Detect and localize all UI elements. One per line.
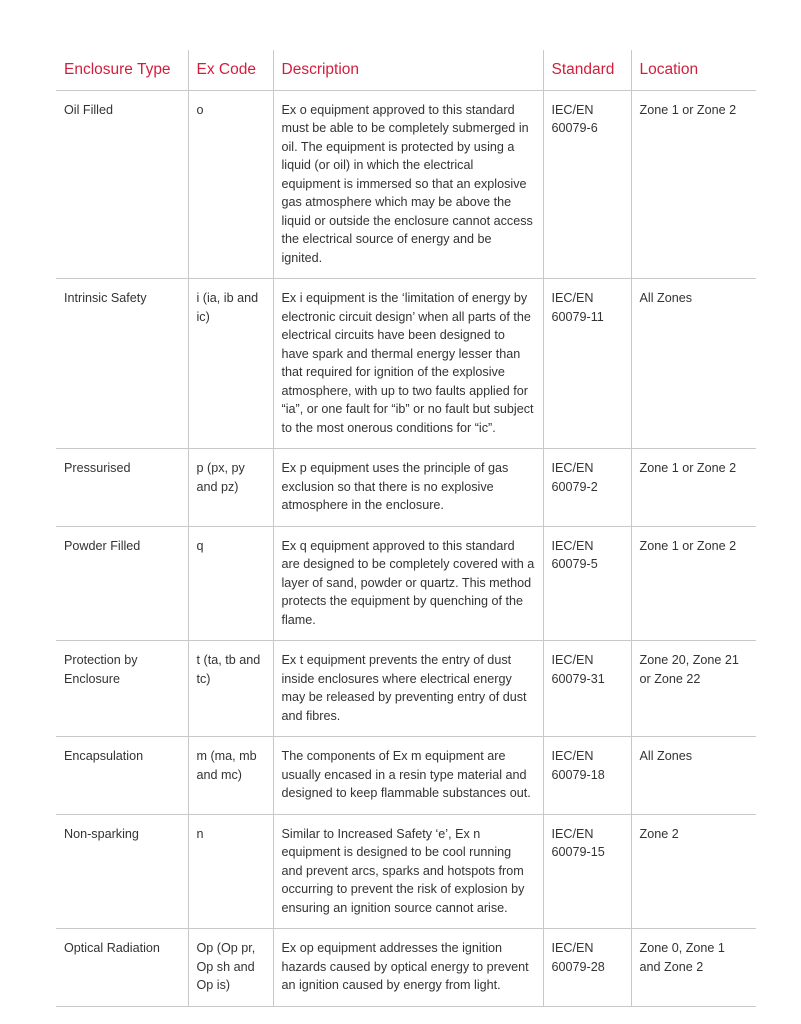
table-row xyxy=(56,90,756,279)
header-standard: Standard xyxy=(543,50,631,90)
cell-location: All Zones xyxy=(631,737,756,815)
cell-description: Ex q equipment approved to this standard are designed to be completely covered with a layer of sand, powder or quartz. This method protects the equipment by quenching of the flame. xyxy=(273,526,543,641)
cell-enclosure-type: Encapsulation xyxy=(56,737,188,815)
cell-location: Zone 1 or Zone 2 xyxy=(631,449,756,527)
cell-ex-code: n xyxy=(188,814,273,929)
cell-standard: IEC/EN 60079-15 xyxy=(543,814,631,929)
cell-description: The components of Ex m equipment are usually encased in a resin type material and designed to keep flammable substances out. xyxy=(273,737,543,815)
header-location: Location xyxy=(631,50,756,90)
enclosure-types-table xyxy=(56,50,756,1007)
cell-description: Ex o equipment approved to this standard must be able to be completely submerged in oil. The equipment is protected by using a liquid (or oil) in which the electrical equipment is immersed so that an explosive gas atmosphere which may be above the liquid or outside the enclosure cannot access the electrical source of energy and be ignited. xyxy=(273,90,543,279)
cell-location: Zone 0, Zone 1 and Zone 2 xyxy=(631,929,756,1007)
cell-location: All Zones xyxy=(631,279,756,449)
table-row xyxy=(56,929,756,1007)
cell-standard: IEC/EN 60079-6 xyxy=(543,90,631,279)
table-row xyxy=(56,737,756,815)
cell-standard: IEC/EN 60079-11 xyxy=(543,279,631,449)
header-ex-code: Ex Code xyxy=(188,50,273,90)
cell-ex-code: o xyxy=(188,90,273,279)
cell-enclosure-type: Pressurised xyxy=(56,449,188,527)
cell-ex-code: m (ma, mb and mc) xyxy=(188,737,273,815)
cell-location: Zone 2 xyxy=(631,814,756,929)
cell-enclosure-type: Protection by Enclosure xyxy=(56,641,188,737)
table-row xyxy=(56,449,756,527)
cell-enclosure-type: Optical Radiation xyxy=(56,929,188,1007)
cell-ex-code: i (ia, ib and ic) xyxy=(188,279,273,449)
cell-standard: IEC/EN 60079-2 xyxy=(543,449,631,527)
cell-standard: IEC/EN 60079-18 xyxy=(543,737,631,815)
cell-location: Zone 1 or Zone 2 xyxy=(631,90,756,279)
cell-description: Similar to Increased Safety ‘e’, Ex n equipment is designed to be cool running and prevent arcs, sparks and hotspots from occurring to prevent the risk of explosion by ensuring an ignition source cannot arise. xyxy=(273,814,543,929)
header-enclosure-type: Enclosure Type xyxy=(56,50,188,90)
table-row xyxy=(56,814,756,929)
cell-description: Ex i equipment is the ‘limitation of energy by electronic circuit design’ when all parts of the electrical circuits have been designed to have spark and thermal energy lesser than that required for ignition of the explosive atmosphere, with up to two faults applied for “ia”, or one fault for “ib” or no fault but subject to the most onerous conditions for “ic”. xyxy=(273,279,543,449)
cell-ex-code: q xyxy=(188,526,273,641)
cell-enclosure-type: Oil Filled xyxy=(56,90,188,279)
cell-standard: IEC/EN 60079-5 xyxy=(543,526,631,641)
cell-standard: IEC/EN 60079-31 xyxy=(543,641,631,737)
cell-location: Zone 1 or Zone 2 xyxy=(631,526,756,641)
cell-description: Ex t equipment prevents the entry of dust inside enclosures where electrical energy may be released by preventing entry of dust and fibres. xyxy=(273,641,543,737)
cell-enclosure-type: Powder Filled xyxy=(56,526,188,641)
cell-enclosure-type: Intrinsic Safety xyxy=(56,279,188,449)
table-row xyxy=(56,279,756,449)
cell-ex-code: Op (Op pr, Op sh and Op is) xyxy=(188,929,273,1007)
table-row xyxy=(56,526,756,641)
cell-ex-code: t (ta, tb and tc) xyxy=(188,641,273,737)
cell-standard: IEC/EN 60079-28 xyxy=(543,929,631,1007)
table-row xyxy=(56,641,756,737)
table-header-row xyxy=(56,50,756,90)
cell-location: Zone 20, Zone 21 or Zone 22 xyxy=(631,641,756,737)
cell-ex-code: p (px, py and pz) xyxy=(188,449,273,527)
cell-description: Ex op equipment addresses the ignition hazards caused by optical energy to prevent an ignition caused by energy from light. xyxy=(273,929,543,1007)
cell-description: Ex p equipment uses the principle of gas exclusion so that there is no explosive atmosphere in the enclosure. xyxy=(273,449,543,527)
header-description: Description xyxy=(273,50,543,90)
cell-enclosure-type: Non-sparking xyxy=(56,814,188,929)
